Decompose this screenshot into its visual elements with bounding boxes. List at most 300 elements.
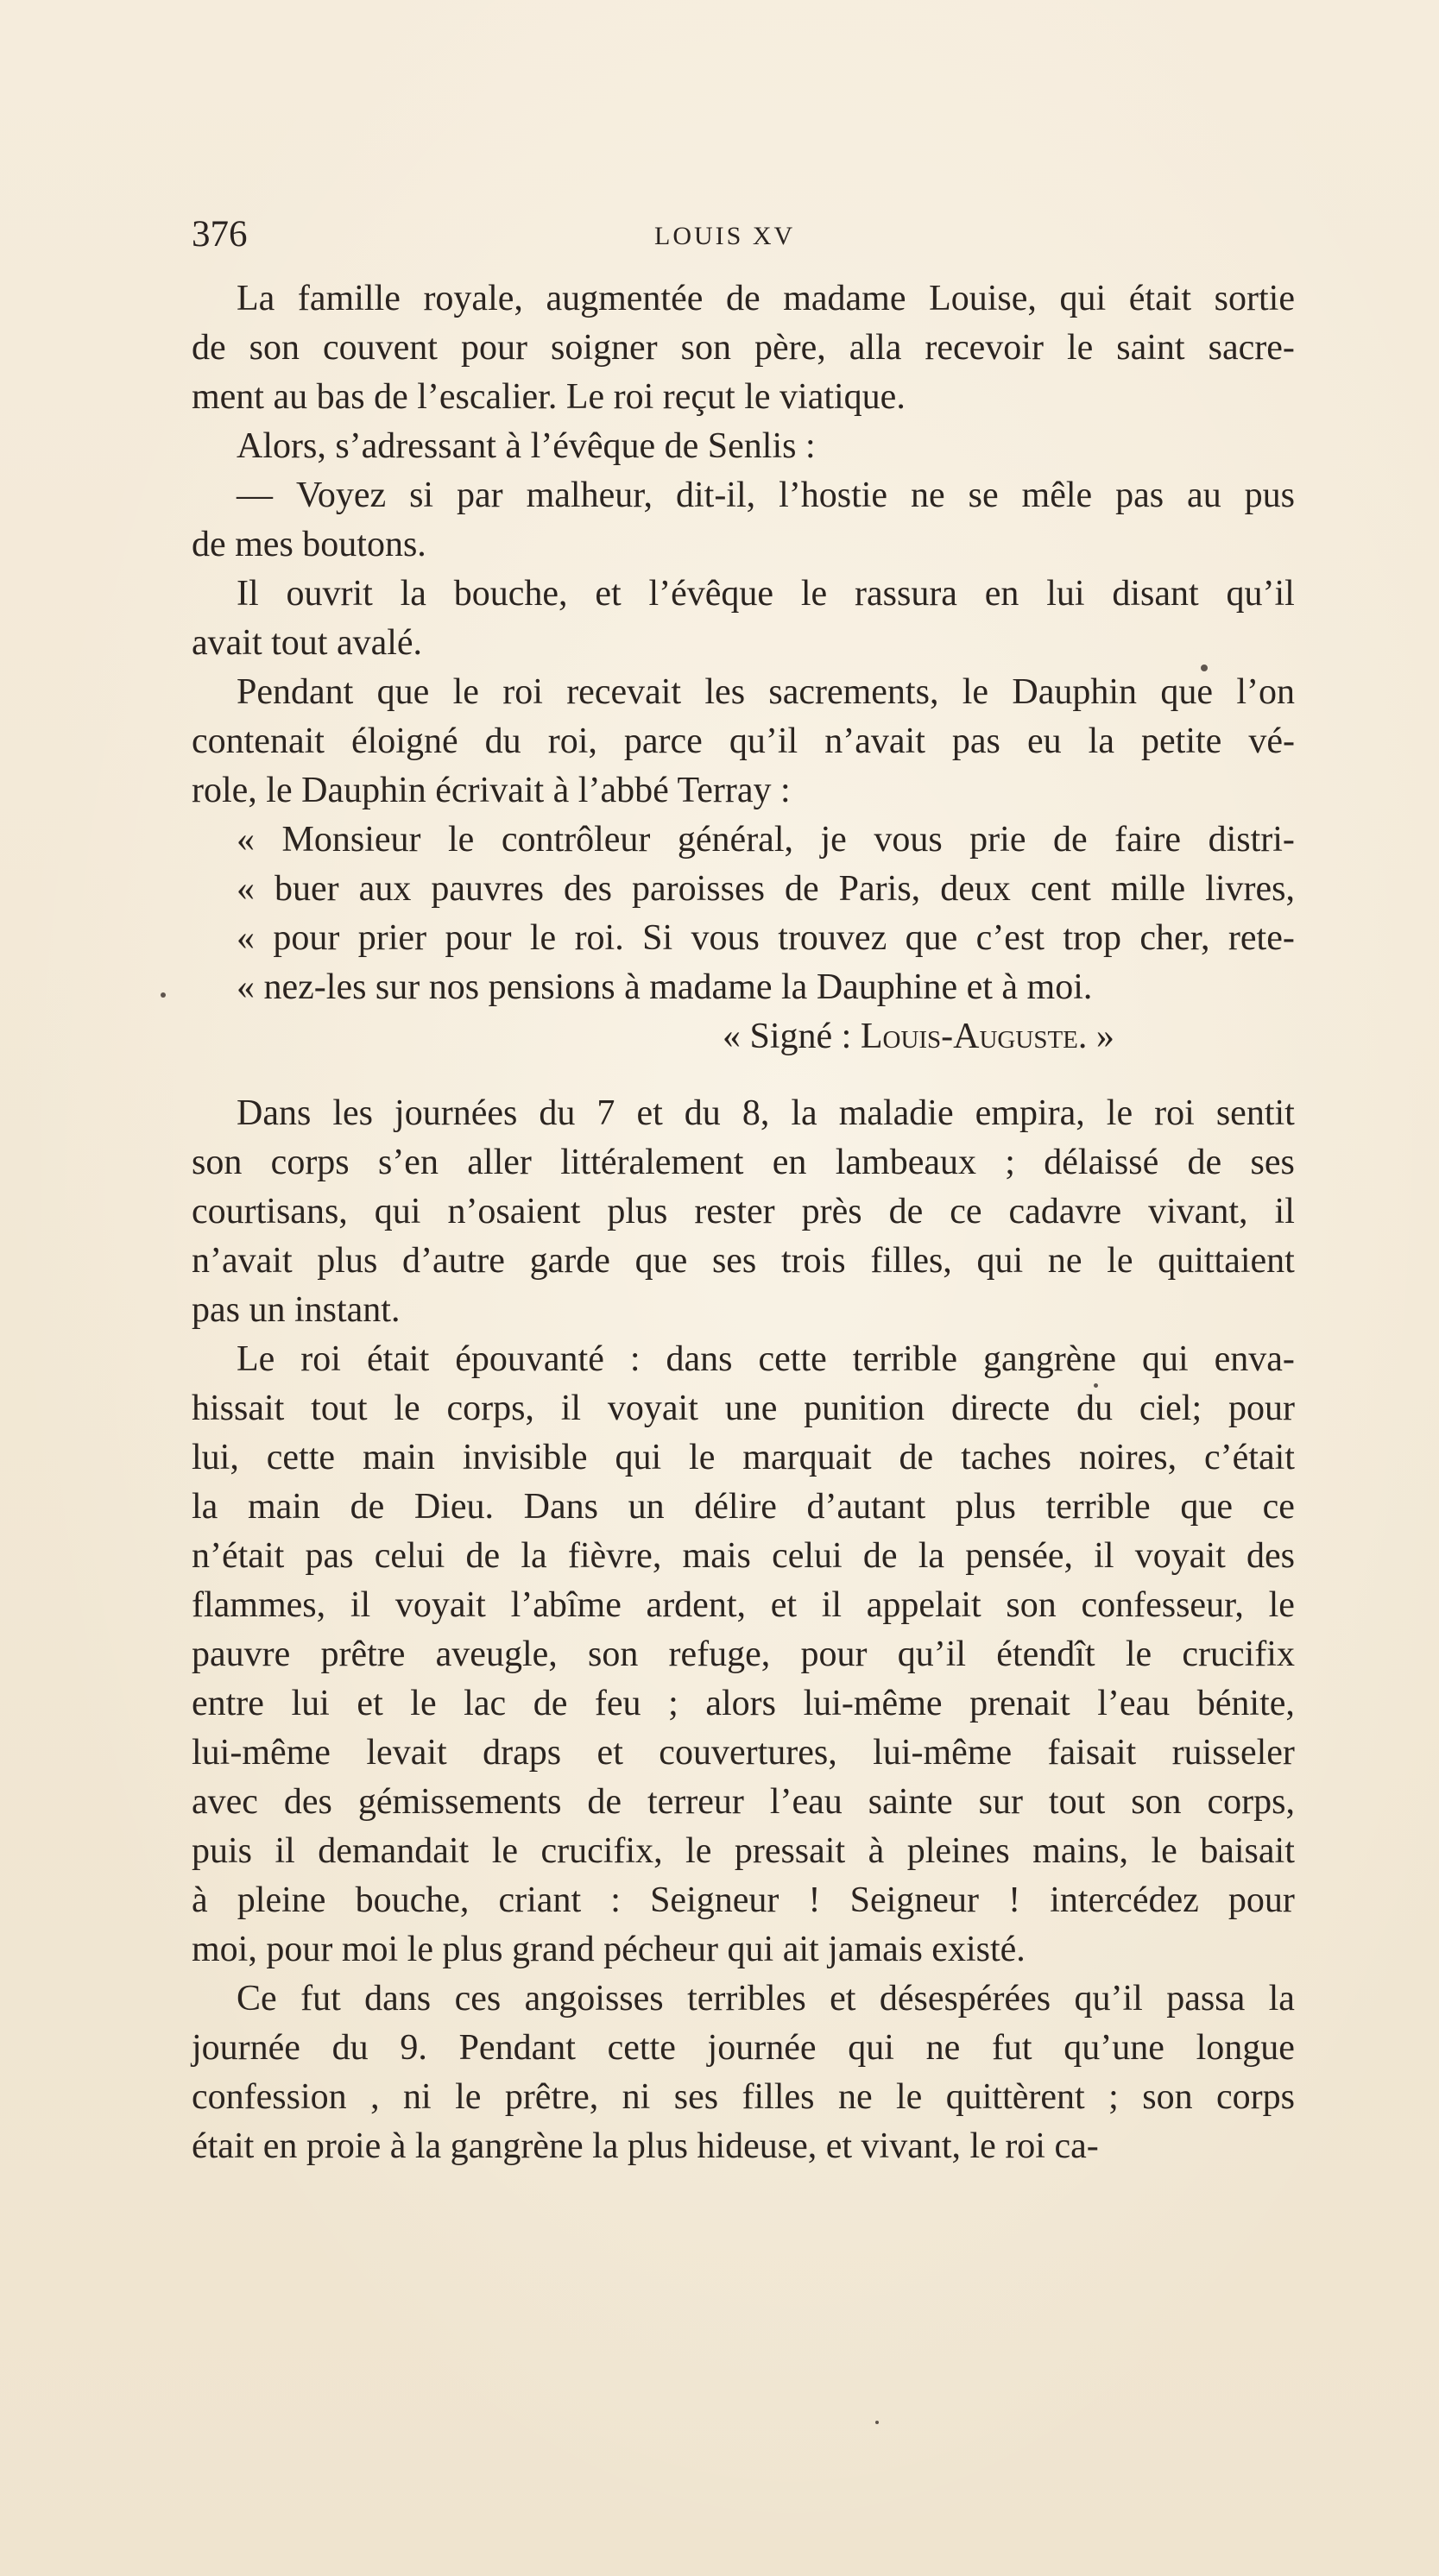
word: le xyxy=(452,672,479,712)
text-line xyxy=(192,1975,1295,2024)
word: aller xyxy=(467,1143,532,1182)
word: pour xyxy=(1228,1389,1295,1428)
word: directe xyxy=(950,1389,1051,1428)
word: de xyxy=(888,1192,924,1231)
word: sacre- xyxy=(1208,328,1295,368)
signature-name: Louis-Auguste. xyxy=(860,1017,1088,1056)
word: ce xyxy=(950,1192,982,1231)
word: il xyxy=(821,1585,843,1625)
word: ciel; xyxy=(1139,1389,1202,1428)
text-line xyxy=(192,717,1295,766)
word: était xyxy=(1128,279,1192,318)
word: la xyxy=(1088,721,1114,761)
word: recevoir xyxy=(925,328,1044,368)
word: appelait xyxy=(866,1585,981,1625)
paragraph xyxy=(192,1335,1295,1975)
word: journée xyxy=(707,2028,817,2068)
paragraph xyxy=(192,570,1295,668)
word: corps, xyxy=(1207,1782,1295,1822)
word: du xyxy=(684,1093,721,1133)
text-line: Alors, s’adressant à l’évêque de Senlis : xyxy=(237,426,816,466)
word: crucifix, xyxy=(540,1831,663,1871)
word: Dans xyxy=(237,1093,312,1133)
text-line xyxy=(192,274,1295,324)
word: en xyxy=(772,1143,807,1182)
word: Pendant xyxy=(237,672,354,712)
word: prêtre xyxy=(320,1634,406,1674)
paragraph xyxy=(192,816,1295,1012)
word: prie xyxy=(969,820,1026,860)
word: c’était xyxy=(1204,1438,1295,1477)
word: n’osaient xyxy=(447,1192,581,1231)
word: qui xyxy=(615,1438,662,1477)
text-line xyxy=(192,471,1295,520)
word: main xyxy=(362,1438,435,1477)
word: rete- xyxy=(1228,918,1295,958)
word: délaissé xyxy=(1044,1143,1159,1182)
word: refuge, xyxy=(668,1634,771,1674)
word: de xyxy=(587,1782,622,1822)
word: contenait xyxy=(192,721,325,761)
word: de xyxy=(465,1536,501,1576)
text-line: « nez-les sur nos pensions à madame la Dauphine et à moi. xyxy=(237,967,1093,1007)
word: du xyxy=(539,1093,576,1133)
word: s’en xyxy=(377,1143,439,1182)
word: la xyxy=(1268,1979,1295,2019)
word: rester xyxy=(694,1192,775,1231)
word: le xyxy=(410,1684,437,1723)
word: La xyxy=(237,279,275,318)
word: « xyxy=(237,820,255,860)
word: lui-même xyxy=(192,1733,331,1773)
word: ardent, xyxy=(646,1585,746,1625)
word: le xyxy=(1151,1831,1177,1871)
word: filles xyxy=(742,2077,815,2117)
word: père, xyxy=(754,328,826,368)
word: pleines xyxy=(906,1831,1010,1871)
word: Seigneur xyxy=(849,1880,979,1920)
word: longue xyxy=(1196,2028,1295,2068)
word: lui, xyxy=(192,1438,239,1477)
word: qui xyxy=(976,1241,1024,1281)
word: ! xyxy=(1008,1880,1021,1920)
word: criant xyxy=(498,1880,582,1920)
word: eu xyxy=(1026,721,1062,761)
word: en xyxy=(984,574,1019,614)
text-line xyxy=(192,1827,1295,1876)
text-line: moi, pour moi le plus grand pécheur qui ait jamais existé. xyxy=(192,1930,1026,1969)
word: saint xyxy=(1116,328,1185,368)
word: de xyxy=(192,328,226,368)
word: mains, xyxy=(1032,1831,1128,1871)
word: sur xyxy=(978,1782,1023,1822)
word: de xyxy=(350,1487,385,1527)
word: ! xyxy=(808,1880,821,1920)
word: roi xyxy=(502,672,543,712)
word: fut xyxy=(300,1979,341,2019)
word: entre xyxy=(192,1684,264,1723)
word: filles, xyxy=(870,1241,952,1281)
word: de xyxy=(899,1438,934,1477)
word: Ce xyxy=(237,1979,277,2019)
word: disant xyxy=(1112,574,1199,614)
word: cher, xyxy=(1139,918,1210,958)
word: deux xyxy=(940,869,1011,909)
word: qu’il xyxy=(897,1634,967,1674)
word: ces xyxy=(454,1979,502,2019)
text-line xyxy=(192,1138,1295,1187)
word: son xyxy=(1006,1585,1057,1625)
body-text xyxy=(192,274,1295,2171)
word: l’hostie xyxy=(779,476,888,515)
word: ni xyxy=(622,2077,651,2117)
word: et xyxy=(830,1979,856,2019)
word: Il xyxy=(237,574,259,614)
paragraph xyxy=(192,1975,1295,2171)
word: il xyxy=(275,1831,295,1871)
word: l’eau xyxy=(1097,1684,1171,1723)
word: il xyxy=(560,1389,582,1428)
letter-signature xyxy=(192,1012,1295,1061)
word: par xyxy=(457,476,503,515)
word: 7 xyxy=(596,1093,615,1133)
word: roi, xyxy=(547,721,597,761)
word: famille xyxy=(297,279,401,318)
word: marquait xyxy=(742,1438,872,1477)
word: contrôleur xyxy=(501,820,651,860)
word: il xyxy=(1274,1192,1295,1231)
text-line xyxy=(192,1532,1295,1581)
word: faisait xyxy=(1047,1733,1137,1773)
word: Voyez xyxy=(295,476,387,515)
word: plus xyxy=(955,1487,1016,1527)
word: livres, xyxy=(1205,869,1295,909)
word: et xyxy=(636,1093,663,1133)
word: voyait xyxy=(394,1585,486,1625)
word: le xyxy=(448,820,475,860)
word: son xyxy=(192,1143,243,1182)
text-line xyxy=(192,1483,1295,1532)
word: pas xyxy=(1115,476,1164,515)
word: feu xyxy=(594,1684,641,1723)
word: le xyxy=(455,2077,482,2117)
paper-speck xyxy=(1094,1383,1098,1388)
word: n’avait xyxy=(192,1241,293,1281)
word: pas xyxy=(305,1536,354,1576)
word: tout xyxy=(1048,1782,1106,1822)
word: Dans xyxy=(523,1487,598,1527)
word: terreur xyxy=(647,1782,744,1822)
word: du xyxy=(484,721,521,761)
word: de xyxy=(725,279,761,318)
word: qu’il xyxy=(1074,1979,1143,2019)
word: le xyxy=(529,918,557,958)
word: de xyxy=(1187,1143,1222,1182)
word: levait xyxy=(366,1733,447,1773)
word: , xyxy=(370,2077,380,2117)
word: ne xyxy=(911,476,945,515)
word: une xyxy=(724,1389,778,1428)
word: le xyxy=(800,574,828,614)
word: dans xyxy=(666,1339,733,1379)
word: Paris, xyxy=(838,869,921,909)
word: des xyxy=(1246,1536,1295,1576)
word: le xyxy=(689,1438,716,1477)
word: que xyxy=(634,1241,688,1281)
text-line xyxy=(192,1679,1295,1729)
running-title: LOUIS XV xyxy=(654,222,796,250)
word: « xyxy=(237,918,255,958)
word: d’autant xyxy=(806,1487,926,1527)
word: étendît xyxy=(996,1634,1095,1674)
word: se xyxy=(968,476,999,515)
text-line xyxy=(192,570,1295,619)
word: Dieu. xyxy=(413,1487,495,1527)
word: cent xyxy=(1030,869,1091,909)
word: littéralement xyxy=(560,1143,744,1182)
word: c’est xyxy=(975,918,1045,958)
word: aveugle, xyxy=(435,1634,558,1674)
word: quittèrent xyxy=(945,2077,1085,2117)
paragraph xyxy=(192,668,1295,816)
word: pleine xyxy=(237,1880,326,1920)
word: des xyxy=(283,1782,332,1822)
word: son xyxy=(1131,1782,1182,1822)
word: délire xyxy=(694,1487,777,1527)
word: voyait xyxy=(1134,1536,1226,1576)
word: lac xyxy=(464,1684,507,1723)
word: des xyxy=(563,869,612,909)
word: Dauphin xyxy=(1012,672,1138,712)
word: gémissements xyxy=(357,1782,562,1822)
word: dit-il, xyxy=(675,476,756,515)
word: trois xyxy=(780,1241,846,1281)
text-line xyxy=(192,1630,1295,1679)
word: ; xyxy=(668,1684,678,1723)
word: cadavre xyxy=(1008,1192,1122,1231)
paragraph xyxy=(192,1089,1295,1335)
text-line xyxy=(192,1237,1295,1286)
word: terribles xyxy=(687,1979,806,2019)
word: la xyxy=(918,1536,945,1576)
word: pus xyxy=(1244,476,1295,515)
word: baisait xyxy=(1200,1831,1295,1871)
word: pour xyxy=(800,1634,868,1674)
word: rassura xyxy=(855,574,957,614)
word: paroisses xyxy=(632,869,765,909)
word: que xyxy=(376,672,430,712)
word: la xyxy=(791,1093,817,1133)
word: le xyxy=(1125,1634,1152,1674)
word: cette xyxy=(758,1339,827,1379)
word: qui xyxy=(1059,279,1107,318)
text-line xyxy=(192,1729,1295,1778)
word: ruisseler xyxy=(1171,1733,1295,1773)
word: sacrements, xyxy=(768,672,939,712)
signature-suffix: » xyxy=(1087,1017,1114,1056)
word: maladie xyxy=(838,1093,954,1133)
word: noires, xyxy=(1078,1438,1177,1477)
paragraph xyxy=(192,471,1295,570)
paragraphs-after-letter xyxy=(192,1089,1295,2171)
word: pauvre xyxy=(192,1634,291,1674)
word: malheur, xyxy=(526,476,653,515)
word: Si xyxy=(642,918,673,958)
word: pour xyxy=(273,918,340,958)
paper-speck xyxy=(875,2421,879,2424)
word: qu’il xyxy=(729,721,798,761)
word: « xyxy=(237,869,255,909)
word: éloigné xyxy=(350,721,458,761)
word: que xyxy=(905,918,958,958)
word: confession xyxy=(192,2077,347,2117)
word: le xyxy=(1268,1585,1295,1625)
word: son xyxy=(249,328,300,368)
word: qui xyxy=(848,2028,894,2068)
word: flammes, xyxy=(192,1585,326,1625)
word: à xyxy=(868,1831,885,1871)
word: invisible xyxy=(462,1438,588,1477)
word: vé- xyxy=(1248,721,1295,761)
text-line: était en proie à la gangrène la plus hideuse, et vivant, le roi ca- xyxy=(192,2126,1099,2166)
word: fut xyxy=(991,2028,1032,2068)
word: lui-même xyxy=(873,1733,1013,1773)
word: garde xyxy=(529,1241,610,1281)
word: trop xyxy=(1063,918,1122,958)
word: terrible xyxy=(852,1339,958,1379)
word: bénite, xyxy=(1196,1684,1295,1723)
word: soigner xyxy=(550,328,658,368)
word: gangrène xyxy=(983,1339,1116,1379)
word: du xyxy=(331,2028,369,2068)
word: aux xyxy=(358,869,412,909)
word: puis xyxy=(192,1831,253,1871)
word: buer xyxy=(275,869,339,909)
text-line xyxy=(192,2024,1295,2073)
word: qu’il xyxy=(1226,574,1295,614)
word: trouvez xyxy=(778,918,887,958)
word: Monsieur xyxy=(281,820,421,860)
page-number: 376 xyxy=(192,214,248,255)
word: si xyxy=(409,476,434,515)
word: confesseur, xyxy=(1081,1585,1244,1625)
word: mêle xyxy=(1021,476,1093,515)
word: le xyxy=(1066,328,1094,368)
word: lambeaux xyxy=(835,1143,976,1182)
word: alla xyxy=(849,328,902,368)
word: roi. xyxy=(574,918,624,958)
word: le xyxy=(896,2077,923,2117)
word: enva- xyxy=(1214,1339,1295,1379)
text-line xyxy=(192,1876,1295,1925)
text-line xyxy=(192,1187,1295,1237)
text-line xyxy=(192,1089,1295,1138)
word: il xyxy=(1094,1536,1114,1576)
text-line: ment au bas de l’escalier. Le roi reçut le viatique. xyxy=(192,377,906,417)
word: et xyxy=(770,1585,798,1625)
text-line: pas un instant. xyxy=(192,1290,401,1330)
text-line xyxy=(192,1778,1295,1827)
word: la xyxy=(192,1487,218,1527)
word: couvertures, xyxy=(659,1733,837,1773)
word: il xyxy=(350,1585,371,1625)
word: parce xyxy=(623,721,703,761)
word: d’autre xyxy=(402,1241,505,1281)
text-line xyxy=(192,1335,1295,1384)
word: Louise, xyxy=(929,279,1037,318)
word: Pendant xyxy=(458,2028,576,2068)
word: son xyxy=(587,1634,639,1674)
word: et xyxy=(595,574,622,614)
word: mille xyxy=(1110,869,1186,909)
word: angoisses xyxy=(524,1979,664,2019)
word: de xyxy=(533,1684,568,1723)
word: de xyxy=(785,869,819,909)
word: ce xyxy=(1262,1487,1295,1527)
word: que xyxy=(1160,672,1214,712)
word: crucifix xyxy=(1182,1634,1295,1674)
word: dans xyxy=(364,1979,432,2019)
word: roi xyxy=(1154,1093,1195,1133)
word: courtisans, xyxy=(192,1192,348,1231)
word: main xyxy=(247,1487,320,1527)
word: l’on xyxy=(1236,672,1295,712)
word: distri- xyxy=(1208,820,1295,860)
word: ni xyxy=(402,2077,432,2117)
word: cette xyxy=(266,1438,336,1477)
word: avec xyxy=(192,1782,258,1822)
word: celui xyxy=(772,1536,843,1576)
word: sentit xyxy=(1215,1093,1295,1133)
word: prêtre, xyxy=(504,2077,599,2117)
word: était xyxy=(366,1339,430,1379)
word: bouche, xyxy=(355,1880,470,1920)
paper-speck xyxy=(1201,664,1208,671)
word: petite xyxy=(1141,721,1222,761)
word: mais xyxy=(682,1536,751,1576)
word: pour xyxy=(460,328,527,368)
text-line: role, le Dauphin écrivait à l’abbé Terray : xyxy=(192,771,791,810)
word: vous xyxy=(874,820,943,860)
word: général, xyxy=(677,820,793,860)
word: le xyxy=(1107,1241,1133,1281)
word: à xyxy=(192,1880,208,1920)
page-header xyxy=(192,214,1295,255)
word: la xyxy=(521,1536,547,1576)
word: l’abîme xyxy=(510,1585,622,1625)
word: ; xyxy=(1108,2077,1119,2117)
word: épouvanté xyxy=(455,1339,604,1379)
word: et xyxy=(357,1684,383,1723)
word: empira, xyxy=(975,1093,1085,1133)
word: pour xyxy=(445,918,512,958)
word: les xyxy=(704,672,746,712)
word: de xyxy=(862,1536,898,1576)
word: près xyxy=(801,1192,862,1231)
word: couvent xyxy=(323,328,438,368)
word: lui xyxy=(291,1684,330,1723)
text-line xyxy=(192,668,1295,717)
word: l’eau xyxy=(769,1782,843,1822)
word: l’évêque xyxy=(648,574,774,614)
word: punition xyxy=(804,1389,925,1428)
word: vous xyxy=(691,918,760,958)
word: qui xyxy=(374,1192,421,1231)
text-line xyxy=(192,2073,1295,2122)
word: passa xyxy=(1166,1979,1246,2019)
word: qui xyxy=(1141,1339,1189,1379)
word: corps, xyxy=(446,1389,534,1428)
